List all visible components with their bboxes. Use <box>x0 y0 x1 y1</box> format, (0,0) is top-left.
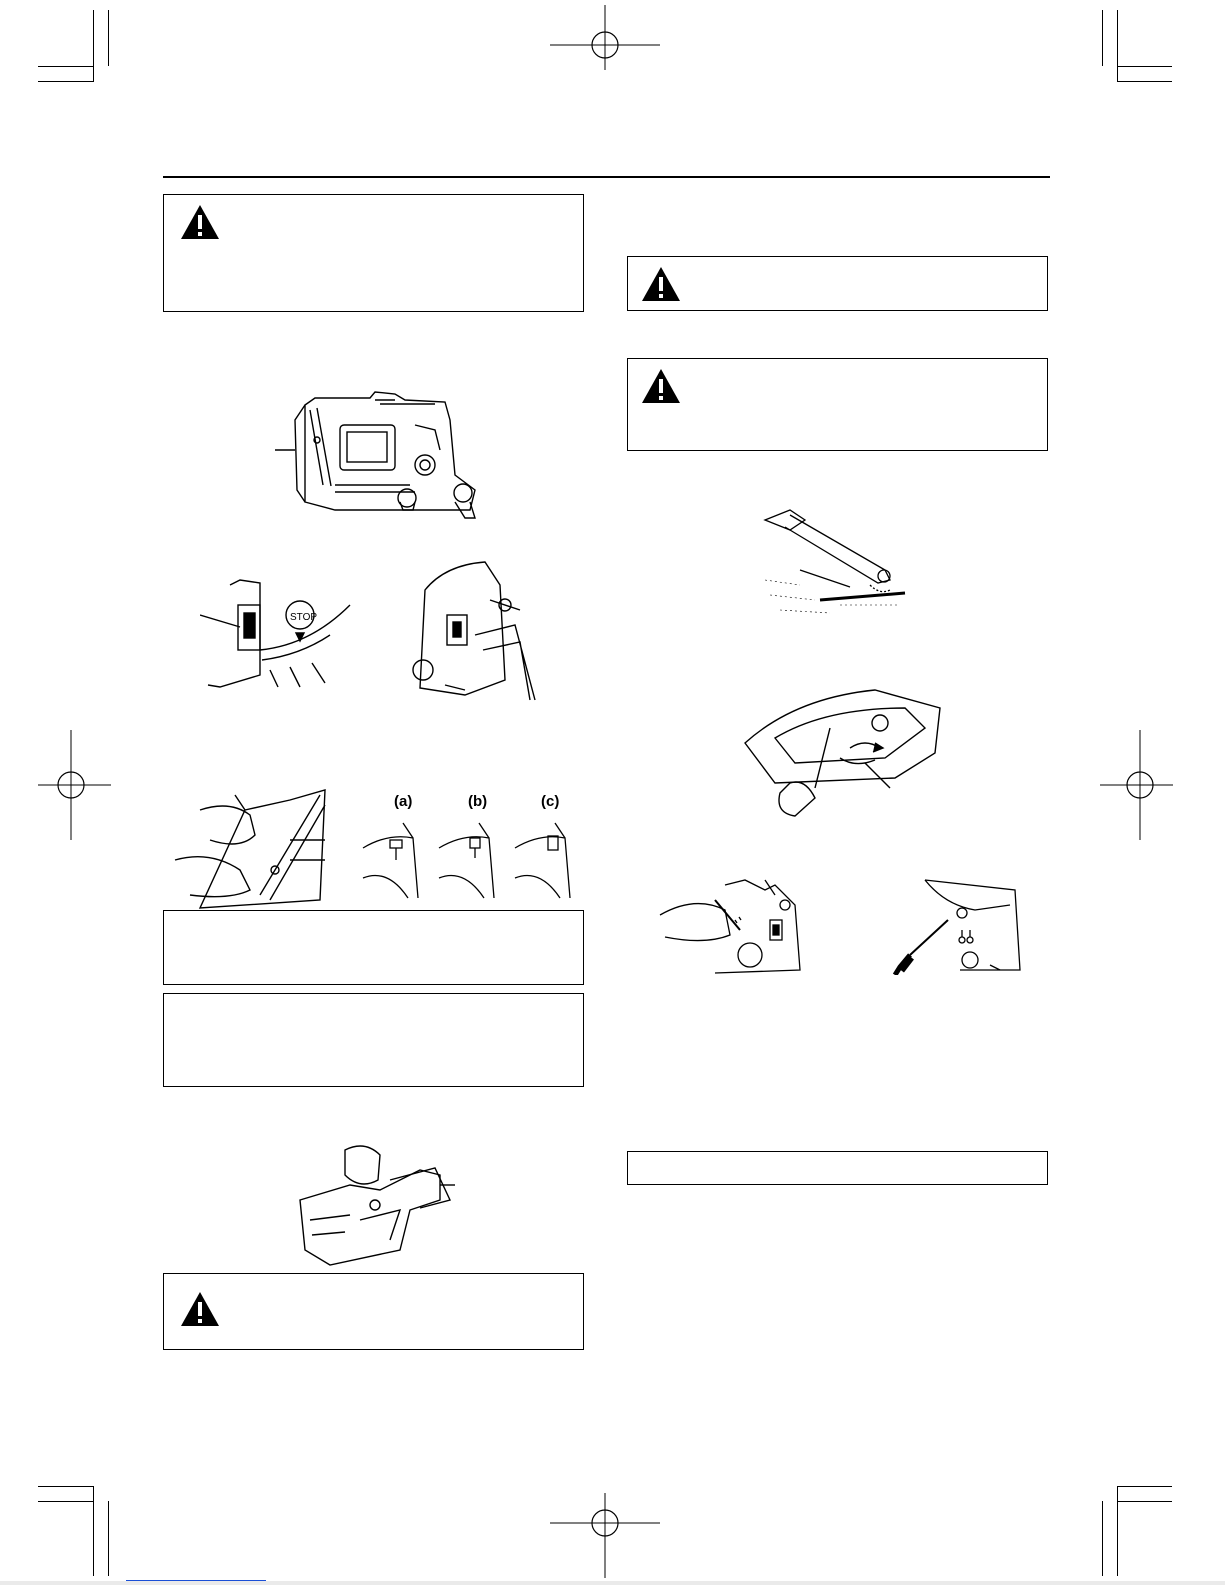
registration-mark-icon <box>1085 730 1195 840</box>
position-label-b: (b) <box>468 793 488 810</box>
warning-box <box>163 194 584 312</box>
registration-mark-icon <box>550 0 660 100</box>
warning-triangle-icon <box>180 1291 220 1327</box>
registration-mark-icon <box>16 730 126 840</box>
hyperlink-underline <box>126 1580 266 1581</box>
saw-handle-figure <box>405 560 545 705</box>
note-box <box>627 1151 1048 1185</box>
stop-switch-figure <box>200 575 355 690</box>
chain-oil-check-figure <box>760 505 910 620</box>
warning-triangle-icon <box>641 368 681 404</box>
warning-triangle-icon <box>180 204 220 240</box>
warning-triangle-icon <box>641 266 681 302</box>
idle-screw-figure <box>890 875 1025 975</box>
registration-mark-icon <box>550 1468 660 1578</box>
position-label-a: (a) <box>394 793 413 810</box>
carburetor-adjust-figure <box>655 875 805 975</box>
oil-adjust-figure <box>735 688 945 818</box>
header-rule <box>163 176 1050 178</box>
note-box <box>163 993 584 1087</box>
position-c-figure <box>510 818 580 900</box>
svg-text:STOP: STOP <box>290 612 318 623</box>
warning-box <box>163 1273 584 1350</box>
starting-position-figure <box>290 1140 455 1275</box>
note-box <box>163 910 584 985</box>
position-label-c: (c) <box>541 793 560 810</box>
position-a-figure <box>358 818 428 900</box>
page-edge <box>0 1581 1225 1585</box>
warning-box <box>627 256 1048 311</box>
engine-side-figure <box>275 390 490 525</box>
warning-box <box>627 358 1048 451</box>
position-b-figure <box>434 818 504 900</box>
choke-hand-figure <box>170 780 330 910</box>
